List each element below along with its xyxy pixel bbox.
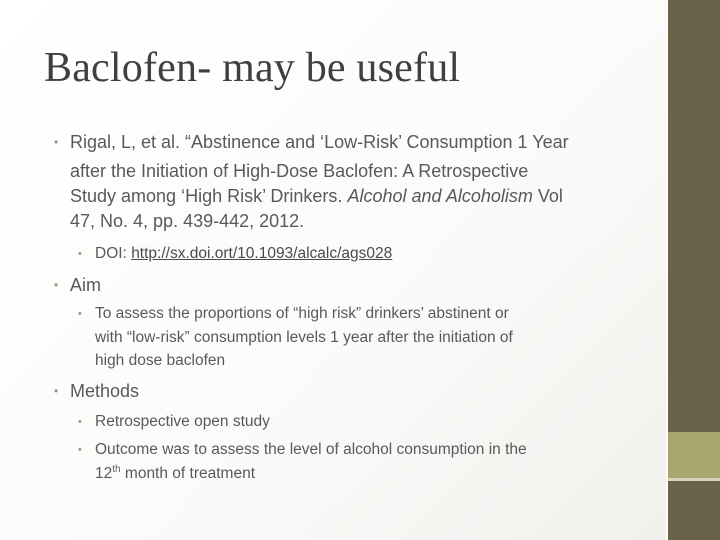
aim-line-3: high dose baclofen <box>95 352 226 369</box>
methods-item-2-line-1: Outcome was to assess the level of alcohol consumption in the <box>95 441 527 458</box>
doi-link[interactable]: http://sx.doi.ort/10.1093/alcalc/ags028 <box>131 245 393 262</box>
slide-title: Baclofen- may be useful <box>44 45 461 91</box>
bullet-marker: • <box>78 248 82 260</box>
citation-line-3 <box>70 185 563 208</box>
journal-name: Alcohol and Alcoholism <box>347 186 533 206</box>
citation-line-1: Rigal, L, et al. “Abstinence and ‘Low-Risk’ Consumption 1 Year <box>70 132 569 152</box>
citation-volume-label: Vol <box>537 186 563 206</box>
bullet-marker: • <box>78 416 82 428</box>
aim-line-1: To assess the proportions of “high risk” drinkers’ abstinent or <box>95 305 509 322</box>
aim-line-2: with “low-risk” consumption levels 1 year after the initiation of <box>95 329 513 346</box>
bullet-marker: • <box>54 384 59 398</box>
month-number: 12 <box>95 465 113 482</box>
citation-line-4: 47, No. 4, pp. 439-442, 2012. <box>70 211 305 231</box>
bullet-marker: • <box>78 444 82 456</box>
sidebar-accent-block <box>668 432 720 478</box>
doi-label: DOI: <box>95 245 127 262</box>
sidebar-accent-divider <box>668 478 720 481</box>
doi-line <box>95 242 392 266</box>
bullet-marker: • <box>54 278 59 292</box>
aim-heading: Aim <box>70 275 101 295</box>
month-rest: month of treatment <box>124 465 255 482</box>
citation-text: Study among ‘High Risk’ Drinkers. <box>70 186 343 206</box>
bullet-marker: • <box>78 308 82 320</box>
citation-line-2: after the Initiation of High-Dose Baclofen: A Retrospective <box>70 161 529 181</box>
methods-item-1: Retrospective open study <box>95 413 270 430</box>
methods-item-2-line-2 <box>95 462 255 486</box>
methods-heading: Methods <box>70 381 140 401</box>
bullet-marker: • <box>54 135 59 149</box>
ordinal-suffix: th <box>112 463 121 475</box>
